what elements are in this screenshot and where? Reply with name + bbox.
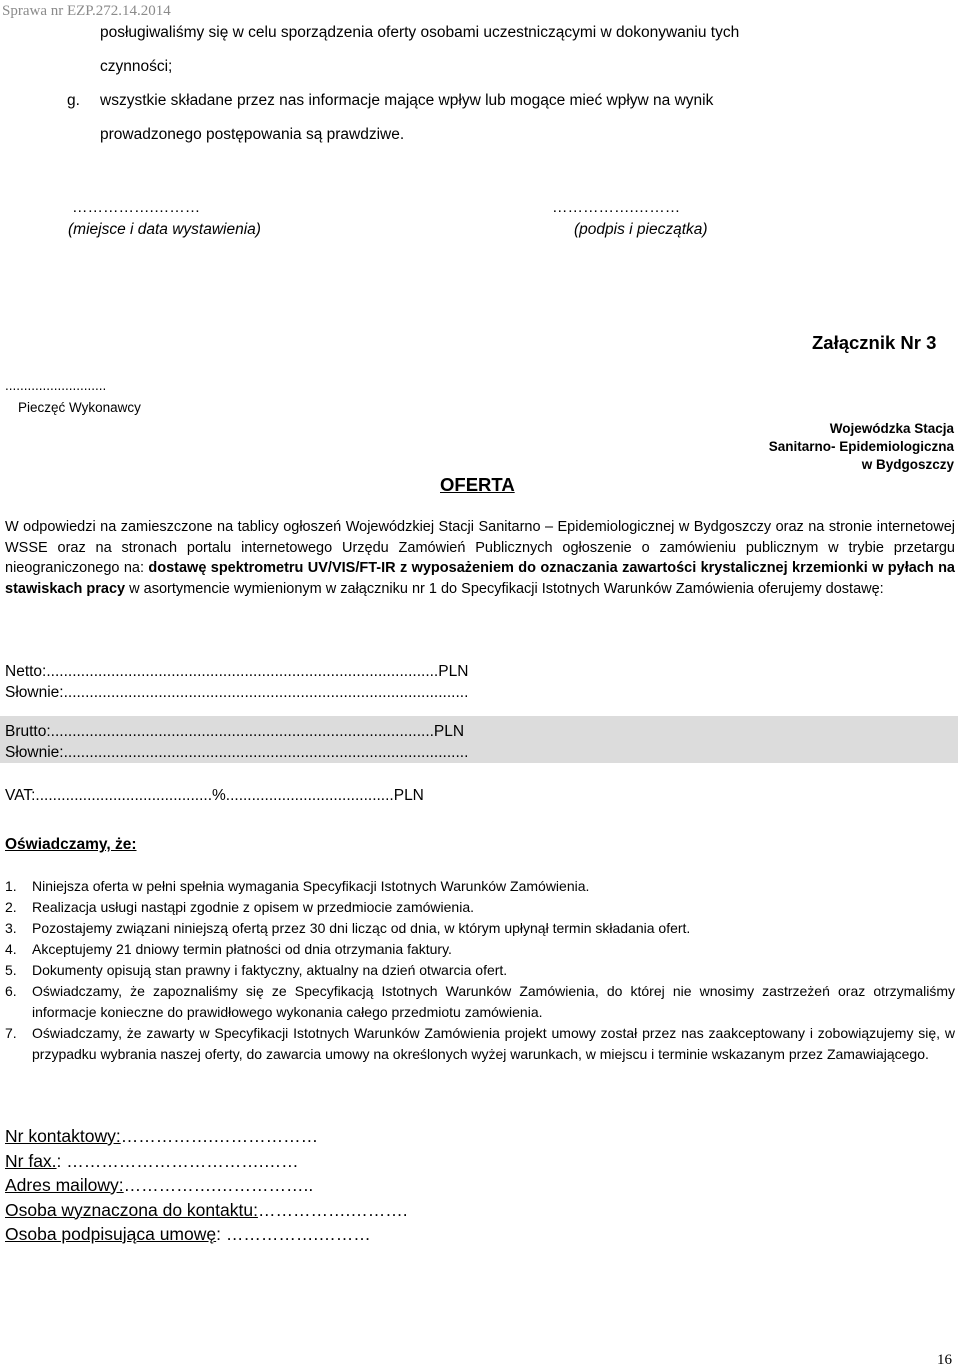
list-item-g-letter: g. [67, 92, 80, 109]
statement-text: Akceptujemy 21 dniowy termin płatności od dnia otrzymania faktury. [32, 941, 452, 957]
list-item-g-line2: prowadzonego postępowania są prawdziwe. [100, 126, 405, 143]
statement-item [0, 918, 955, 939]
recipient-line-3: w Bydgoszczy [861, 457, 954, 472]
place-date-dots: …………….……… [72, 199, 201, 216]
stamp-dots: ........................... [5, 378, 107, 393]
intro-text-start: W odpowiedzi na zamieszczone na tablicy ogłoszeń Wojewódzkiej Stacji Sanitarno – Epidemiologicznej w Bydgoszczy oraz na stronie internetowej WSSE oraz na stronach portalu internetowego Urzędu Zamówień Publicznych ogłoszenie o zamówieniu publicznym w trybie przetargu nieograniczonego na: [5, 519, 955, 576]
contractor-stamp-label: Pieczęć Wykonawcy [18, 400, 141, 415]
contact-phone-dots: …………….……………… [120, 1126, 319, 1146]
contact-fax-label: Nr fax. [5, 1150, 57, 1171]
statement-item [0, 897, 955, 918]
contact-email-dots: …………….…………….. [123, 1175, 314, 1195]
contract-signer-row [5, 1222, 905, 1247]
statement-item [0, 981, 955, 1023]
statement-text: Oświadczamy, że zapoznaliśmy się ze Specyfikacją Istotnych Warunków Zamówienia, do której nie wnosimy zastrzeżeń oraz otrzymaliśmy informacje konieczne do prawidłowego wykonania całego przedmiotu zamówienia. [32, 983, 955, 1020]
statement-text: Dokumenty opisują stan prawny i faktyczny, aktualny na dzień otwarcia ofert. [32, 962, 508, 978]
intro-subject-bold: dostawę spektrometru UV/VIS/FT-IR z wyposażeniem do oznaczania zawartości krystalicznej krzemionki w pyłach na stawiskach pracy [5, 560, 955, 597]
netto-words-line: Słownie:.............................................................................................. [5, 684, 469, 701]
contact-phone-label: Nr kontaktowy: [5, 1126, 121, 1146]
brutto-words-line: Słownie:.............................................................................................. [5, 744, 469, 761]
statement-number: 7. [5, 1025, 17, 1041]
contact-email-row [5, 1173, 905, 1198]
place-date-label: (miejsce i data wystawienia) [68, 221, 261, 238]
statement-text: Niniejsza oferta w pełni spełnia wymagania Specyfikacji Istotnych Warunków Zamówienia. [32, 878, 590, 894]
contract-signer-dots: : …………….……… [216, 1224, 371, 1244]
statement-number: 3. [5, 920, 17, 936]
offer-title: OFERTA [440, 474, 515, 495]
contact-person-label: Osoba wyznaczona do kontaktu: [5, 1199, 258, 1220]
statement-number: 4. [5, 941, 17, 957]
contact-fax-row [5, 1149, 905, 1174]
intro-text-end: w asortymencie wymienionym w załączniku nr 1 do Specyfikacji Istotnych Warunków Zamówienia oferujemy dostawę: [125, 580, 884, 597]
list-item-g-line1: wszystkie składane przez nas informacje mające wpływ lub mogące mieć wpływ na wynik [100, 92, 714, 109]
contact-fax-dots: : …………………………….…… [56, 1150, 299, 1171]
statement-text: Pozostajemy związani niniejszą ofertą przez 30 dni licząc od dnia, w którym upłynął termin składania ofert. [32, 920, 691, 936]
netto-line: Netto:...........................................................................................PLN [5, 663, 469, 680]
statement-text: Realizacja usługi nastąpi zgodnie z opisem w przedmiocie zamówienia. [32, 899, 474, 915]
case-reference-header: Sprawa nr EZP.272.14.2014 [2, 3, 171, 19]
contact-phone-row [5, 1124, 905, 1149]
page-number: 16 [937, 1352, 952, 1368]
statement-number: 2. [5, 899, 17, 915]
contract-signer-label: Osoba podpisująca umowę [5, 1224, 217, 1244]
signature-label: (podpis i pieczątka) [574, 221, 708, 238]
brutto-line: Brutto:.........................................................................................PLN [5, 723, 465, 740]
attachment-title: Załącznik Nr 3 [812, 332, 937, 353]
list-item-f-line1: posługiwaliśmy się w celu sporządzenia oferty osobami uczestniczącymi w dokonywaniu tych [100, 24, 740, 41]
vat-line: VAT:.........................................%.......................................PLN [5, 787, 424, 804]
contact-person-dots: …………….………. [257, 1199, 408, 1220]
declaration-heading: Oświadczamy, że: [5, 836, 137, 853]
recipient-line-2: Sanitarno- Epidemiologiczna [768, 439, 954, 454]
intro-paragraph [5, 517, 955, 599]
recipient-line-1: Wojewódzka Stacja [829, 421, 954, 436]
list-item-f-line2: czynności; [100, 58, 173, 75]
statement-item [0, 960, 955, 981]
recipient-address [769, 420, 954, 474]
statements-list [0, 876, 955, 1065]
statement-number: 6. [5, 983, 17, 999]
signature-dots: …………….……… [552, 199, 681, 216]
statement-text: Oświadczamy, że zawarty w Specyfikacji Istotnych Warunków Zamówienia projekt umowy został przez nas zaakceptowany i zobowiązujemy się, w przypadku wybrania naszej oferty, do zawarcia umowy na określonych wyżej warunkach, w miejscu i terminie wskazanym przez Zamawiającego. [32, 1025, 955, 1062]
contact-email-label: Adres mailowy: [5, 1175, 124, 1195]
statement-number: 1. [5, 878, 17, 894]
statement-item [0, 939, 955, 960]
statement-item [0, 876, 955, 897]
statement-item [0, 1023, 955, 1065]
contact-block [5, 1124, 905, 1247]
contact-person-row [5, 1198, 905, 1223]
statement-number: 5. [5, 962, 17, 978]
